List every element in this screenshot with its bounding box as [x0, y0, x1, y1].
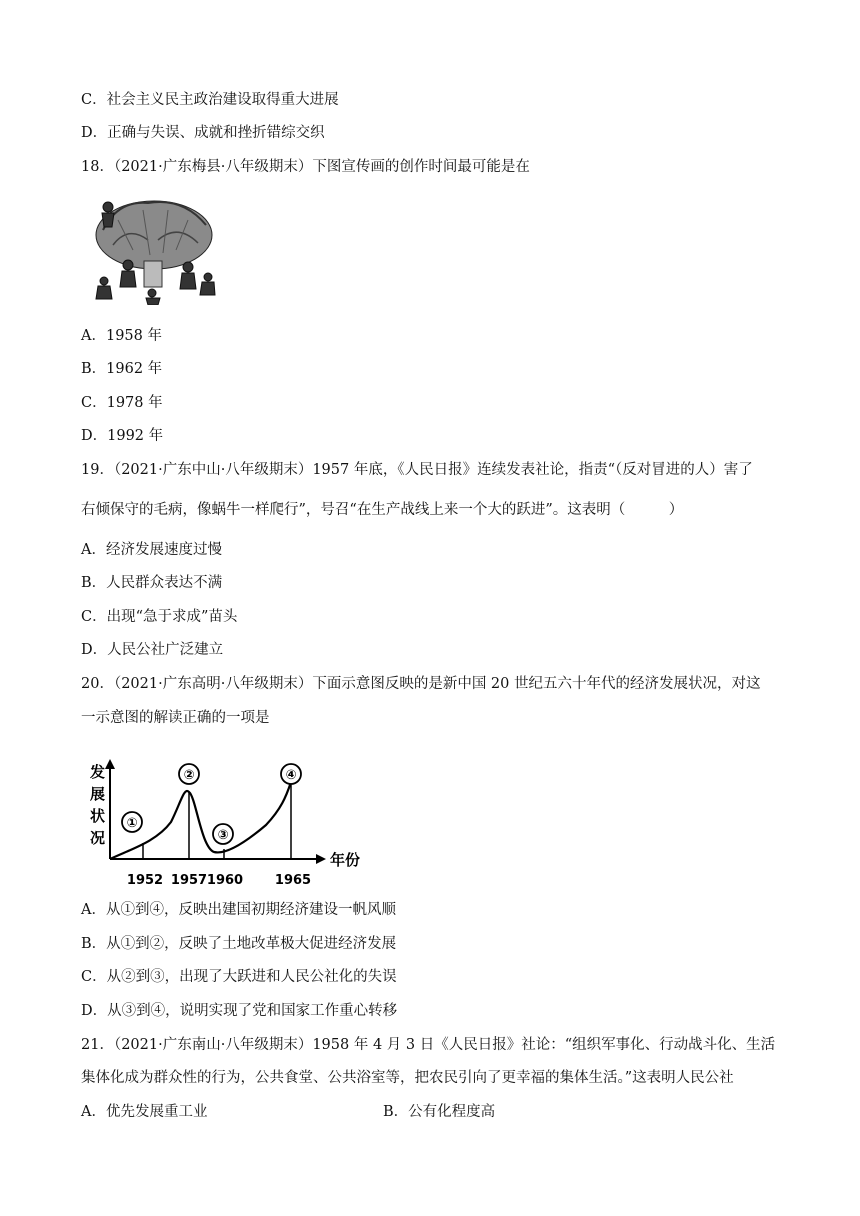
q18-stem: 18．（2021·广东梅县·八年级期末）下图宣传画的创作时间最可能是在: [81, 159, 530, 175]
q17-option-d: D．正确与失误、成就和挫折错综交织: [81, 125, 325, 141]
q17-option-c: C．社会主义民主政治建设取得重大进展: [81, 92, 339, 108]
y-label-char-3: 状: [90, 807, 106, 825]
tick-1965: 1965: [274, 873, 312, 888]
q20-stem-line1: 20．（2021·广东高明·八年级期末）下面示意图反映的是新中国 20 世纪五六十年代的经济发展状况，对这: [81, 676, 761, 692]
q20-option-b: B．从①到②，反映了土地改革极大促进经济发展: [81, 936, 397, 952]
x-axis-arrow: [316, 854, 326, 864]
y-label-char-4: 况: [90, 829, 106, 847]
marker-1: ①: [126, 816, 138, 831]
q19-stem-line1: 19．（2021·广东中山·八年级期末）1957 年底，《人民日报》连续发表社论，指责“（反对冒进的人）害了: [81, 462, 753, 478]
marker-4: ④: [285, 768, 297, 783]
q19-stem-line2: 右倾保守的毛病，像蜗牛一样爬行”，号召“在生产战线上来一个大的跃进”。这表明（ ）: [81, 502, 684, 518]
q20-stem-line2: 一示意图的解读正确的一项是: [81, 710, 270, 726]
q20-option-a: A．从①到④，反映出建国初期经济建设一帆风顺: [81, 902, 396, 918]
q18-option-d: D．1992 年: [81, 428, 164, 444]
q18-option-c: C．1978 年: [81, 395, 163, 411]
q21-option-a: A．优先发展重工业: [81, 1104, 208, 1120]
q21-stem-line2: 集体化成为群众性的行为，公共食堂、公共浴室等，把农民引向了更幸福的集体生活。”这表明人民公社: [81, 1070, 734, 1086]
y-label-char-2: 展: [90, 785, 106, 803]
q20-option-d: D．从③到④，说明实现了党和国家工作重心转移: [81, 1003, 398, 1019]
propaganda-poster-image: [88, 195, 220, 305]
q19-option-c: C．出现“急于求成”苗头: [81, 609, 238, 625]
q19-option-b: B．人民群众表达不满: [81, 575, 223, 591]
marker-3: ③: [217, 828, 229, 843]
tick-1957: 1957: [170, 873, 208, 888]
q18-option-b: B．1962 年: [81, 361, 163, 377]
marker-2: ②: [183, 768, 195, 783]
x-axis-label: 年份: [330, 851, 361, 869]
q19-option-a: A．经济发展速度过慢: [81, 542, 222, 558]
q21-option-b: B．公有化程度高: [383, 1104, 496, 1120]
y-label-char-1: 发: [90, 763, 106, 781]
q19-option-d: D．人民公社广泛建立: [81, 642, 224, 658]
y-axis-arrow: [105, 759, 115, 769]
q21-stem-line1: 21．（2021·广东南山·八年级期末）1958 年 4 月 3 日《人民日报》社论：“组织军事化、行动战斗化、生活: [81, 1037, 776, 1053]
q20-option-c: C．从②到③，出现了大跃进和人民公社化的失误: [81, 969, 397, 985]
economic-development-chart: [86, 757, 376, 892]
q18-option-a: A．1958 年: [81, 328, 162, 344]
tick-1952: 1952: [126, 873, 164, 888]
tick-1960: 1960: [206, 873, 244, 888]
